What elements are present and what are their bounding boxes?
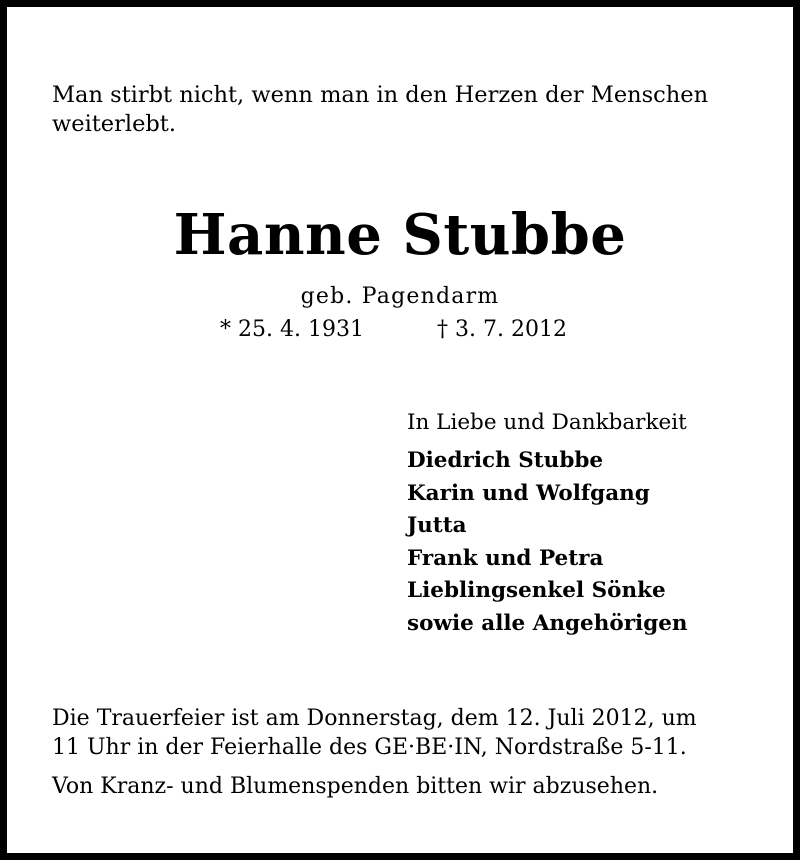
motto-quote: Man stirbt nicht, wenn man in den Herzen der Menschen weiterlebt.: [52, 82, 709, 137]
birth-name: geb. Pagendarm: [300, 284, 500, 309]
mourners-block: [407, 408, 777, 641]
funeral-details-line: Die Trauerfeier ist am Donnerstag, dem 12. Juli 2012, um: [52, 706, 697, 731]
flowers-request: Von Kranz- und Blumenspenden bitten wir abzusehen.: [52, 774, 659, 799]
mourner-list: [407, 445, 777, 641]
mourner-name: Diedrich Stubbe: [407, 448, 604, 473]
funeral-details-line: 11 Uhr in der Feierhalle des GE·BE·IN, Nordstraße 5-11.: [52, 734, 687, 760]
death-date: † 3. 7. 2012: [437, 317, 567, 342]
birth-date: * 25. 4. 1931: [220, 317, 364, 342]
dedication-line: In Liebe und Dankbarkeit: [407, 410, 687, 435]
mourner-name: Lieblingsenkel Sönke: [407, 578, 666, 604]
mourner-name: sowie alle Angehörigen: [407, 610, 688, 636]
mourner-name: Frank und Petra: [407, 545, 604, 571]
funeral-details: [52, 705, 792, 762]
mourner-name: Karin und Wolfgang: [407, 480, 650, 506]
deceased-name: Hanne Stubbe: [173, 202, 627, 268]
mourner-name: Jutta: [407, 513, 467, 539]
